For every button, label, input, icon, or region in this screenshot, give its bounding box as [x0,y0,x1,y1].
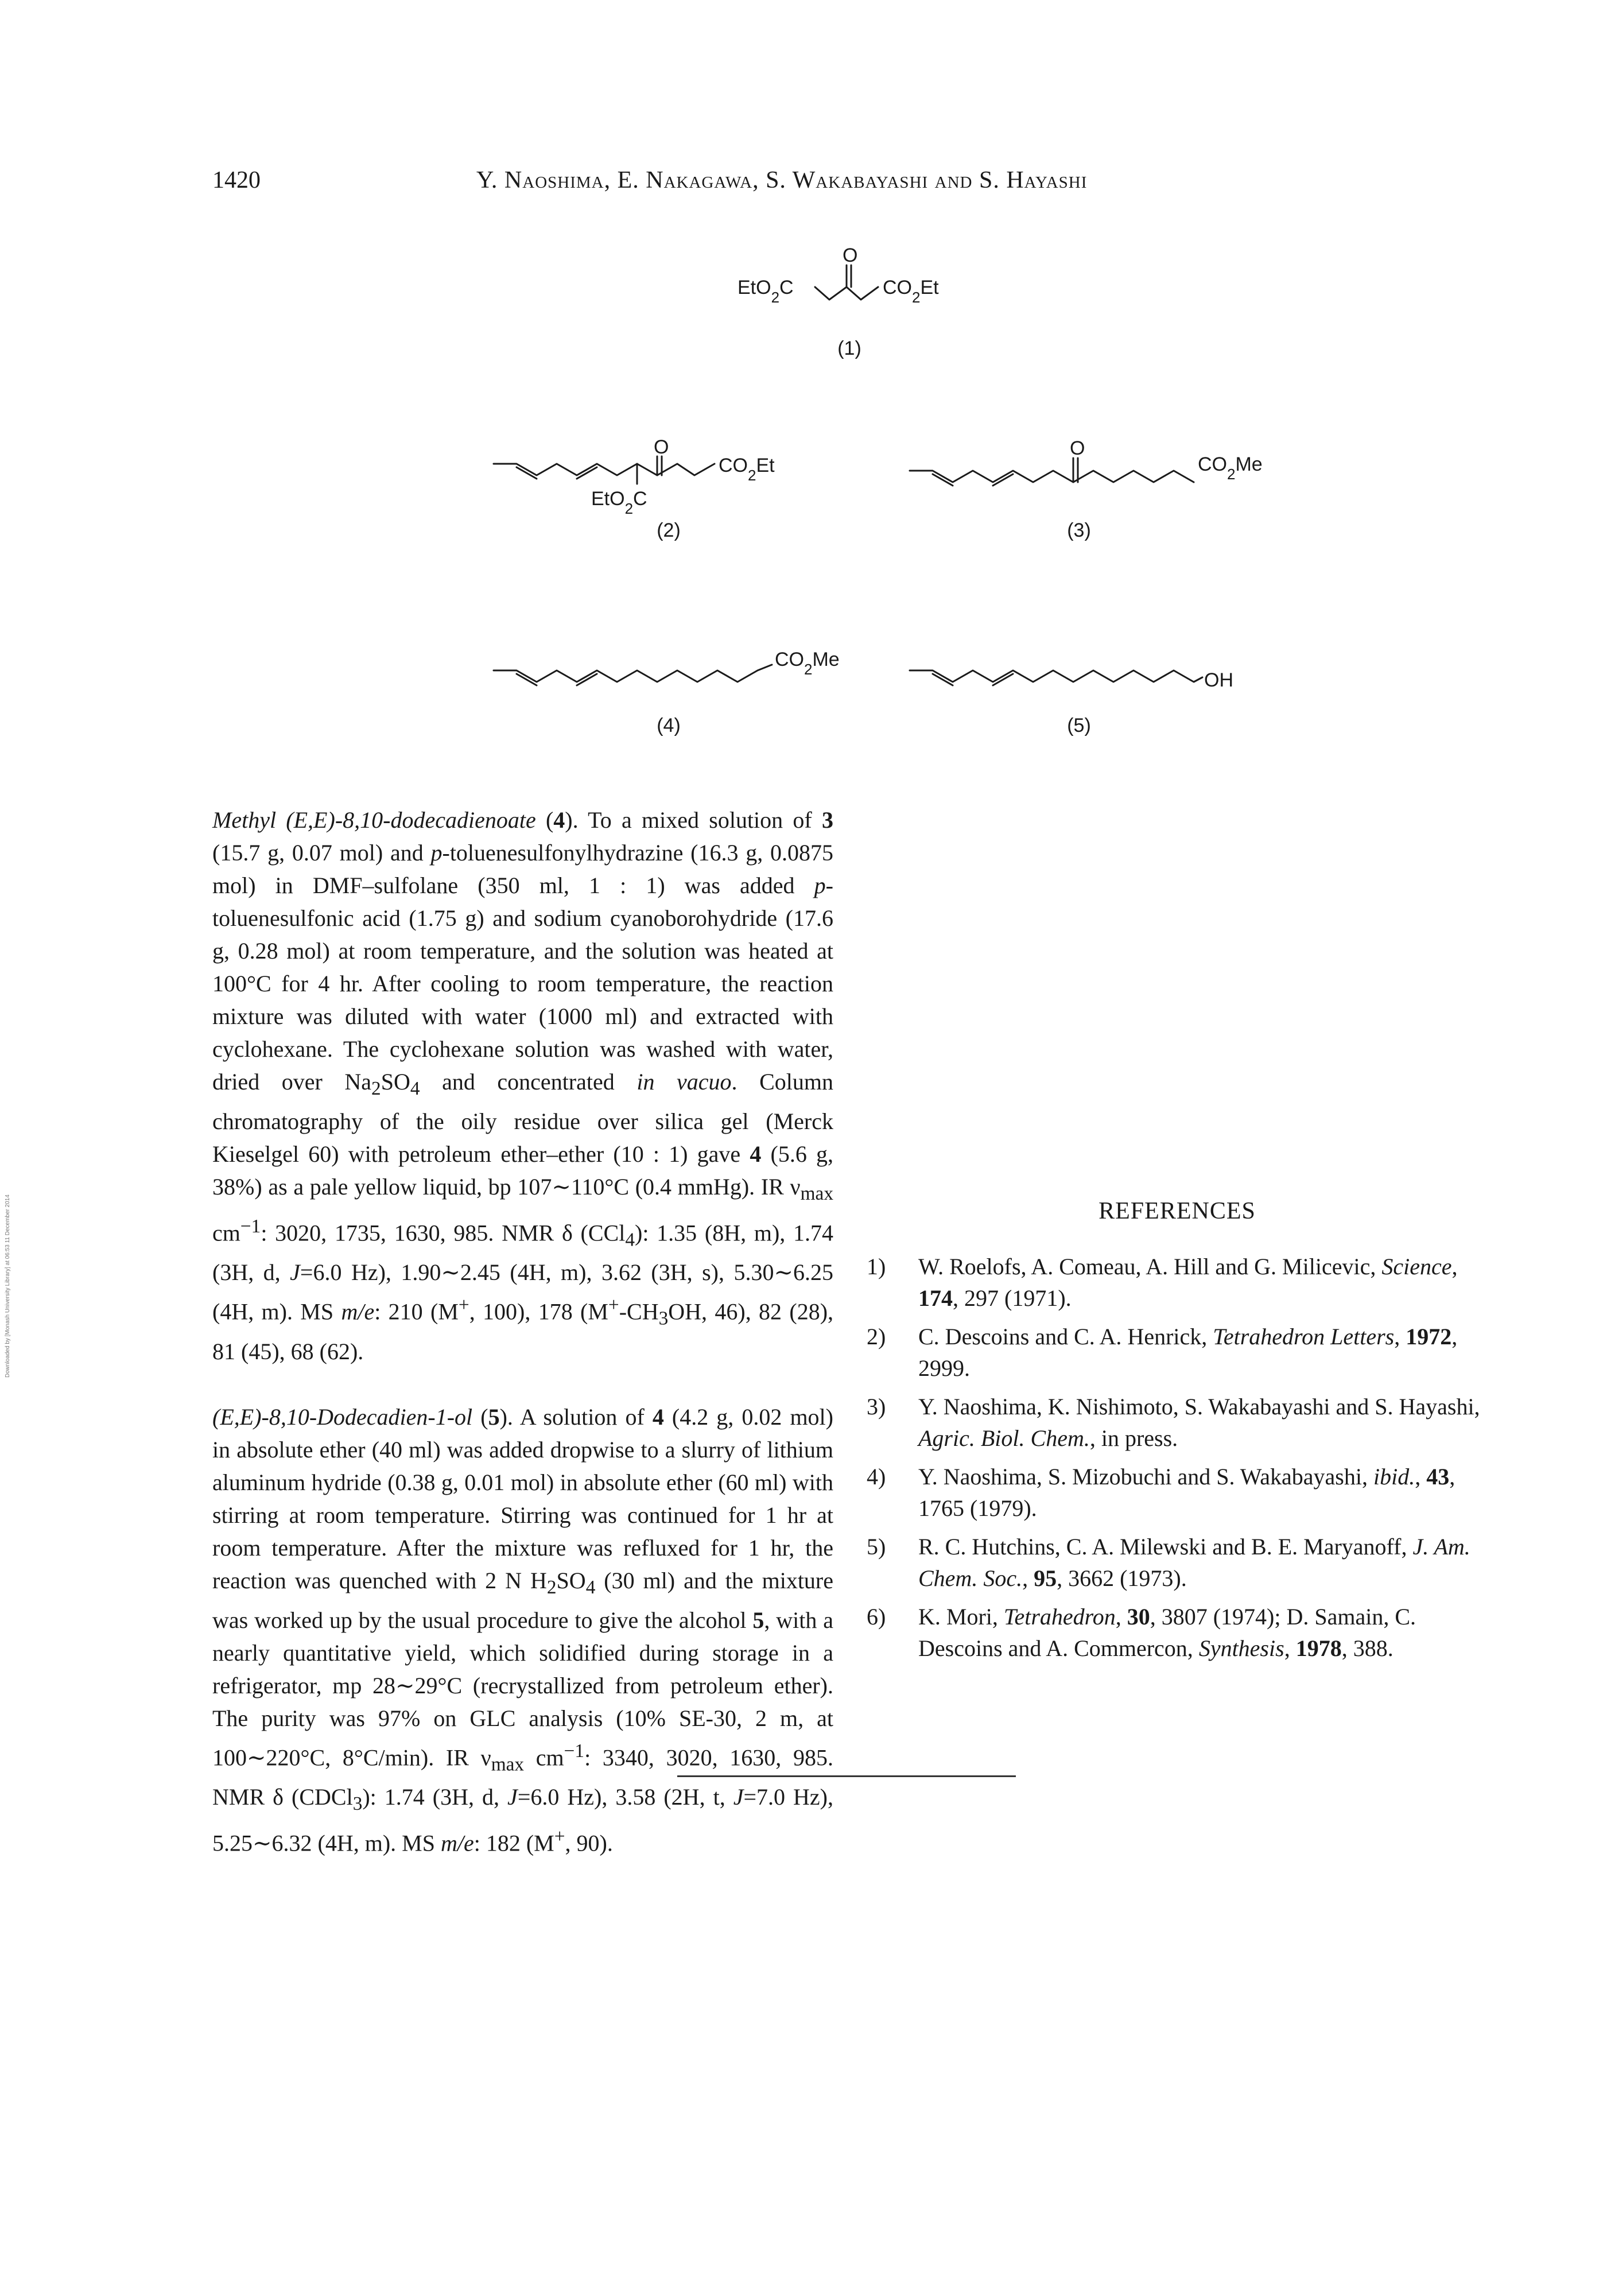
s1-group-right: $CO_2Et$ [883,277,939,306]
reference-journal: Synthesis [1198,1635,1284,1661]
download-watermark [5,976,16,1378]
structure-1 [815,265,878,300]
left-column [212,804,833,1859]
reference-volume: 43 [1426,1464,1450,1490]
exp2-sub: 4 [585,1576,596,1598]
s2-group-oxo: O [654,436,669,458]
reference-item [867,1461,1488,1524]
exp1-text: (15.7 g, 0.07 mol) and [212,840,431,866]
reference-journal: Tetrahedron Letters [1213,1324,1395,1349]
exp2-text: =6.0 Hz), 3.58 (2H, t, [517,1783,733,1810]
structure-5 [910,670,1202,685]
end-rule [677,1775,1016,1777]
exp1-sub: 2 [371,1078,381,1099]
reference-item [867,1391,1488,1454]
exp2-sup: + [554,1825,565,1847]
exp1-text: -toluenesulfonic acid (1.75 g) and sodium cyanoborohydride (17.6 g, 0.28 mol) at room temperature, and the solution was heated at 100°C for 4 hr. After cooling to room temperature, the reaction mixture was diluted with water (1000 ml) and extracted with cyclohexane. The cyclohexane solution was washed with water, dried over Na [212,872,833,1095]
reference-volume: 1972 [1406,1324,1452,1349]
exp1-text: -CH [619,1298,659,1325]
exp1-text: To a mixed solution of [588,807,822,833]
exp1-text: SO [381,1069,410,1095]
exp2-sub: 3 [352,1793,363,1814]
exp2-compound: 5 [488,1403,500,1430]
exp1-sup: + [608,1294,619,1316]
exp1-sub: 4 [625,1229,635,1251]
s2-group-right: $CO_2Et$ [719,455,775,484]
exp2-sub: 2 [546,1576,557,1598]
reference-pages: in press. [1101,1425,1178,1451]
reference-volume: 174 [918,1285,953,1311]
chemical-structures [0,0,1607,781]
reference-journal: ibid. [1373,1464,1415,1490]
experimental-dienol: (E,E)-8,10-Dodecadien-1-ol (5). A solution of 4 (4.2 g, 0.02 mol) in absolute ether (40 ml) was added dropwise to a slurry of lithium aluminum hydride (0.38 g, 0.01 mol) in absolute ether (60 ml) with stirring at room temperature. Stirring was continued for 1 hr at room temperature. After the mixture was refluxed for 1 hr, the reaction was quenched with 2 N $H_2SO_4$ (30 ml) and the mixture was worked up by the usual procedure to give the alcohol 5, with a nearly quantitative yield, which solidified during storage in a refrigerator, mp 28∼29°C (recrystallized from petroleum ether). The purity was 97% on GLC analysis (10% SE-30, 2 m, at 100∼220°C, 8°C/min). IR $\nu_{max}$ $cm^{-1}$: 3340, 3020, 1630, 985. NMR δ (CDCl$_3$): 1.74 (3H, d, J=6.0 Hz), 3.58 (2H, t, J=7.0 Hz), 5.25∼6.32 (4H, m). MS m/e: 182 (M+, 90). [212,1403,834,1856]
exp1-text: ): 1.35 (8H, m), 1.74 (3H, d, [212,1220,834,1286]
structure-2 [494,456,715,484]
reference-sep: , [1415,1464,1427,1490]
reference-volume: 30 [1127,1604,1150,1630]
exp2-text: =7.0 Hz), 5.25∼6.32 (4H, m). MS [212,1783,833,1856]
reference-number: 4) [867,1464,886,1490]
reference-authors: W. Roelofs, A. Comeau, A. Hill and G. Milicevic, [918,1254,1382,1279]
exp2-text: H [522,1567,547,1593]
exp2-text: : 3340, 3020, 1630, 985. NMR δ (CDCl [212,1744,833,1810]
exp1-text: . Column chromatography of the oily residue over silica gel (Merck Kieselgel 60) with petroleum ether–ether (10 : 1) gave [212,1069,834,1167]
experimental-methyl-ester: Methyl (E,E)-8,10-dodecadienoate (4). To a mixed solution of 3 (15.7 g, 0.07 mol) and p-toluenesulfonylhydrazine (16.3 g, 0.0875 mol) in DMF–sulfolane (350 ml, 1 : 1) was added p-toluenesulfonic acid (1.75 g) and sodium cyanoborohydride (17.6 g, 0.28 mol) at room temperature, and the solution was heated at 100°C for 4 hr. After cooling to room temperature, the reaction mixture was diluted with water (1000 ml) and extracted with cyclohexane. The cyclohexane solution was washed with water, dried over $Na_2SO_4$ and concentrated in vacuo. Column chromatography of the oily residue over silica gel (Merck Kieselgel 60) with petroleum ether–ether (10 : 1) gave 4 (5.6 g, 38%) as a pale yellow liquid, bp 107∼110°C (0.4 mmHg). IR $\nu_{max}$ $cm^{-1}$: 3020, 1735, 1630, 985. NMR δ (CCl$_4$): 1.35 (8H, m), 1.74 (3H, d, J=6.0 Hz), 1.90∼2.45 (4H, m), 3.62 (3H, s), 5.30∼6.25 (4H, m). MS m/e: 210 (M+, 100), 178 ($M^+-CH_3OH$, 46), 82 (28), 81 (45), 68 (62). [212,807,834,1364]
exp2-text: cm [524,1744,564,1770]
s2-group-left: EtO$_2$C [591,488,647,517]
reference-pages: , 388. [1341,1635,1393,1661]
exp1-text: (5.6 g, 38%) as a pale yellow liquid, bp 107∼110°C (0.4 mmHg). IR ν [212,1141,833,1200]
exp2-sub: max [491,1753,525,1775]
exp2-text: : 182 (M [473,1830,554,1856]
s3-group-right: $CO_2Me$ [1198,453,1263,483]
reference-item [867,1251,1488,1314]
exp1-text: OH, 46), 82 (28), 81 (45), 68 (62). [212,1298,834,1364]
reference-journal: Tetrahedron [1003,1604,1116,1630]
s4-group-right: $CO_2Me$ [775,649,840,678]
reference-sep: , [1394,1324,1406,1349]
reference-pages: , 1765 (1979). [918,1464,1455,1521]
exp1-compound-ref: 3 [822,807,833,833]
s2-label: (2) [657,519,681,541]
exp2-text: (4.2 g, 0.02 mol) in absolute ether (40 ml) was added dropwise to a slurry of lithium aluminum hydride (0.38 g, 0.01 mol) in absolute ether (60 ml) with stirring at room temperature. Stirring was continued for 1 hr at room temperature. After the mixture was refluxed for 1 hr, the reaction was quenched with 2 [212,1403,833,1593]
reference-authors: Y. Naoshima, S. Mizobuchi and S. Wakabayashi, [918,1464,1373,1490]
exp2-compound-ref: 5 [752,1607,764,1633]
exp2-sup: −1 [564,1740,585,1762]
right-column [867,804,1488,1671]
references-heading: REFERENCES [1098,1198,1256,1224]
structures-svg [0,0,1607,781]
exp1-compound: 4 [553,807,565,833]
reference-authors: Y. Naoshima, K. Nishimoto, S. Wakabayashi and S. Hayashi, [918,1394,1480,1420]
exp2-text: (30 ml) and the mixture was worked up by the usual procedure to give the alcohol [212,1567,834,1633]
download-watermark-text: Downloaded by [Monash University Library] at 06:53 11 December 2014 [5,1194,11,1378]
s5-label: (5) [1067,715,1091,736]
reference-journal: J. Am. Chem. Soc. [918,1534,1470,1591]
exp1-text: and concentrated [420,1069,637,1095]
reference-number: 2) [867,1324,886,1349]
exp1-para: p [814,872,826,898]
structure-3 [910,458,1194,486]
reference-pages: , 3662 (1973). [1057,1565,1187,1591]
reference-sep: , [1089,1425,1101,1451]
exp1-text: : 210 (M [374,1298,459,1325]
exp1-me: m/e [341,1298,375,1325]
exp2-text: SO [556,1567,586,1593]
reference-list [867,1251,1488,1664]
exp1-compound-ref: 4 [750,1141,762,1167]
s1-label: (1) [837,338,861,359]
exp2-title: (E,E)-8,10-Dodecadien-1-ol [212,1403,473,1430]
reference-authors: C. Descoins and C. A. Henrick, [918,1324,1213,1349]
reference-journal: Science [1381,1254,1452,1279]
exp1-text: -toluenesulfonylhydrazine (16.3 g, 0.0875 mol) in DMF–sulfolane (350 ml, 1 : 1) was added [212,840,834,898]
exp2-me: m/e [440,1830,474,1856]
s4-label: (4) [657,715,681,736]
exp2-text: , with a nearly quantitative yield, which solidified during storage in a refrigerator, mp 28∼29°C (recrystallized from petroleum ether). The purity was 97% on GLC analysis (10% SE-30, 2 m, at 100∼220°C, 8°C/min). IR ν [212,1607,833,1770]
exp1-sub: 4 [410,1078,420,1099]
reference-number: 3) [867,1394,886,1420]
reference-item [867,1531,1488,1594]
reference-number: 5) [867,1534,886,1560]
reference-pages: , 3807 (1974); D. Samain, C. Descoins and A. Commercon, [918,1604,1416,1661]
exp2-normal: N [505,1567,522,1593]
exp2-j: J [733,1783,744,1810]
structure-4 [494,665,772,685]
right-column-spacer [867,804,1488,1131]
exp2-compound-ref: 4 [652,1403,664,1430]
exp1-text: : 3020, 1735, 1630, 985. NMR δ (CCl [261,1220,626,1246]
reference-sep: , [1451,1254,1458,1279]
s5-group-right: OH [1204,669,1233,691]
s3-label: (3) [1067,519,1091,541]
s1-group-left: EtO$_2$C [737,277,794,306]
reference-journal: Agric. Biol. Chem. [918,1425,1090,1451]
reference-item [867,1321,1488,1384]
reference-volume: 95 [1034,1565,1057,1591]
reference-number: 1) [867,1254,886,1279]
reference-pages: , 2999. [918,1324,1458,1381]
reference-number: 6) [867,1604,886,1630]
exp1-title: Methyl (E,E)-8,10-dodecadienoate [212,807,536,833]
reference-pages: , 297 (1971). [953,1285,1072,1311]
running-head: Y. Naoshima, E. Nakagawa, S. Wakabayashi and S. Hayashi [476,167,1088,193]
s3-group-oxo: O [1070,437,1085,459]
exp2-text: , 90). [565,1830,613,1856]
exp1-text: , 100), 178 (M [469,1298,608,1325]
exp1-sub: max [800,1183,833,1204]
exp2-text: ): 1.74 (3H, d, [362,1783,508,1810]
exp1-text: =6.0 Hz), 1.90∼2.45 (4H, m), 3.62 (3H, s), 5.30∼6.25 (4H, m). MS [212,1259,833,1325]
exp1-sup: −1 [240,1216,261,1237]
exp2-text: A solution of [519,1403,653,1430]
reference-volume: 1978 [1295,1635,1342,1661]
reference-sep: , [1115,1604,1127,1630]
exp1-para: p [430,840,442,866]
s1-group-oxo: O [843,245,858,266]
exp1-sub: 3 [658,1308,669,1329]
reference-authors: K. Mori, [918,1604,1004,1630]
reference-authors: R. C. Hutchins, C. A. Milewski and B. E. Maryanoff, [918,1534,1413,1560]
reference-item [867,1601,1488,1664]
page-number: 1420 [212,167,261,193]
exp2-j: J [507,1783,518,1810]
exp1-j: J [290,1259,300,1286]
exp1-in-vacuo: in vacuo [636,1069,732,1095]
exp1-sup: + [458,1294,469,1316]
reference-sep: , [1022,1565,1034,1591]
exp1-text: cm [212,1220,240,1246]
reference-sep: , [1284,1635,1296,1661]
